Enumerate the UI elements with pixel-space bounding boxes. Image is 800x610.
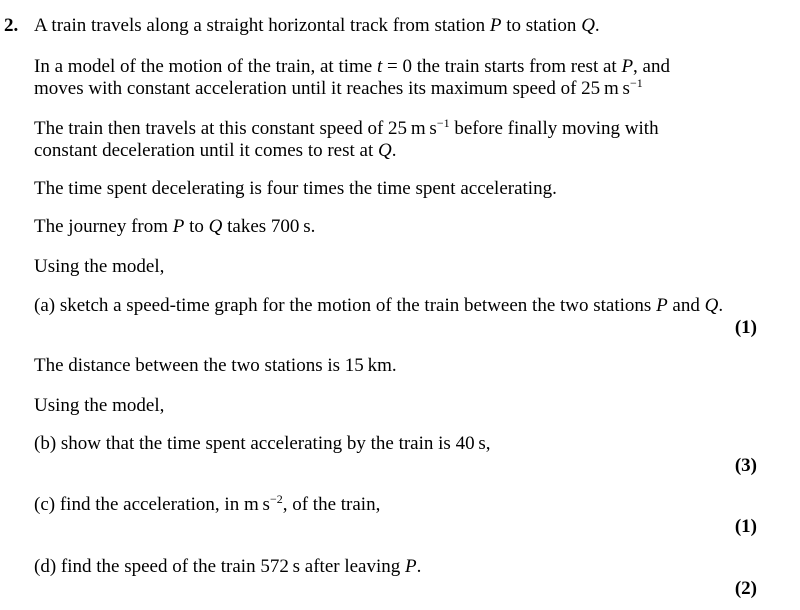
part-b-marks: (3) — [734, 455, 757, 476]
question-number: 2. — [4, 15, 19, 36]
distance-text: The distance between the two stations is 15 km. — [34, 355, 397, 376]
part-d-text: (d) find the speed of the train 572 s after leaving P. — [34, 556, 422, 577]
using-model-text-2: Using the model, — [34, 395, 165, 416]
model-description-line-2: moves with constant acceleration until it reaches its maximum speed of 25 m $s^{-1}$ — [34, 76, 643, 99]
part-d-marks: (2) — [734, 578, 757, 599]
model-description-line-1: In a model of the motion of the train, at time t = 0 the train starts from rest at P, and — [34, 56, 670, 77]
constant-speed-line-2: constant deceleration until it comes to rest at Q. — [34, 140, 397, 161]
part-c-text: (c) find the acceleration, in m $s^{-2}$, of the train, — [34, 492, 381, 515]
part-c-marks: (1) — [734, 516, 757, 537]
part-a-marks: (1) — [734, 317, 757, 338]
constant-speed-line-1: The train then travels at this constant speed of 25 m $s^{-1}$ before finally moving with — [34, 116, 659, 139]
deceleration-time-text: The time spent decelerating is four times the time spent accelerating. — [34, 178, 557, 199]
part-a-text: (a) sketch a speed-time graph for the motion of the train between the two stations P and Q. — [34, 295, 724, 316]
intro-text: A train travels along a straight horizontal track from station P to station Q. — [34, 15, 600, 36]
part-b-text: (b) show that the time spent accelerating by the train is 40 s, — [34, 433, 491, 454]
journey-time-text: The journey from P to Q takes 700 s. — [34, 216, 316, 237]
using-model-text-1: Using the model, — [34, 256, 165, 277]
